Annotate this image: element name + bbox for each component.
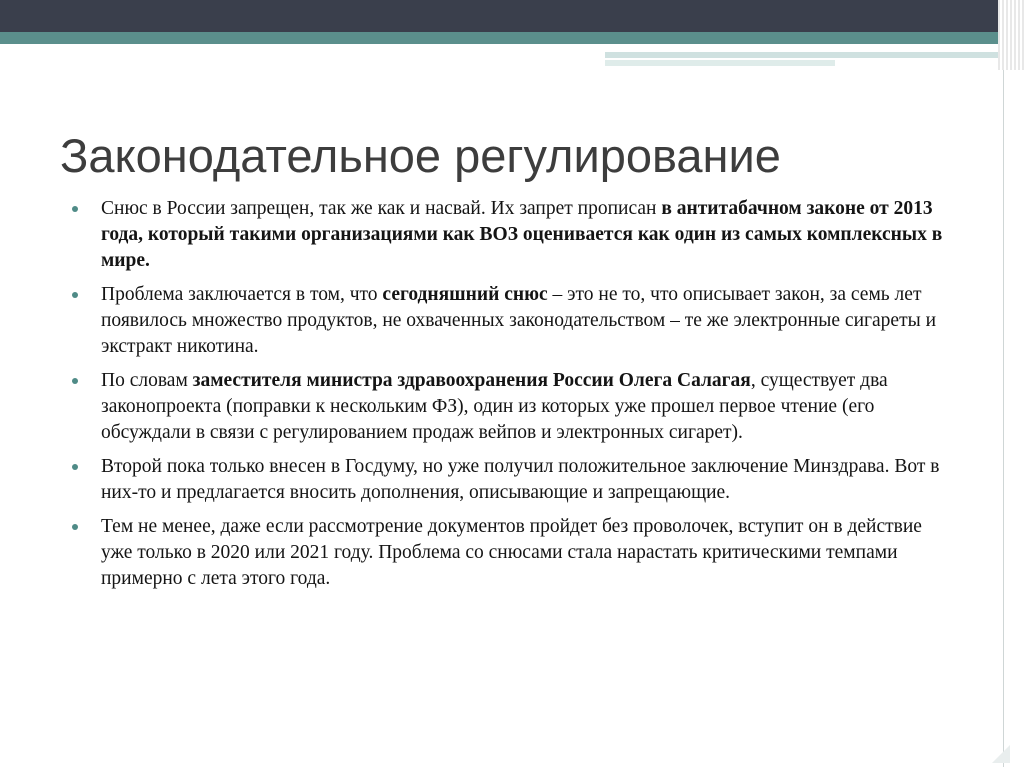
bullet-list (72, 196, 952, 600)
bullet-text-2-2: , существует два законопроекта (поправки к нескольким ФЗ), один из которых уже прошел первое чтение (его обсуждали в связи с регулированием продаж вейпов и электронных сигарет). (101, 370, 888, 443)
bullet-text-3-0: Второй пока только внесен в Госдуму, но уже получил положительное заключение Минздрава. Вот в них-то и предлагается вносить дополнения, описывающие и запрещающие. (101, 456, 940, 503)
bullet-text-2-1: заместителя министра здравоохранения России Олега Салагая (192, 370, 751, 391)
page-corner-fold (992, 745, 1010, 763)
header-stripes (998, 0, 1024, 70)
bullet-text-0-0: Снюс в России запрещен, так же как и насвай. Их запрет прописан (101, 198, 662, 219)
header-teal-bar (0, 32, 1024, 44)
bullet-dot-icon (72, 292, 78, 298)
bullet-dot-icon (72, 464, 78, 470)
bullet-item (72, 196, 952, 274)
bullet-text-1-1: сегодняшний снюс (382, 284, 548, 305)
bullet-item (72, 368, 952, 446)
header-accent-line-2 (605, 60, 835, 66)
header-accent-line-1 (605, 52, 1000, 58)
bullet-item (72, 514, 952, 592)
bullet-item (72, 282, 952, 360)
bullet-text-2-0: По словам (101, 370, 193, 391)
bullet-dot-icon (72, 524, 78, 530)
header-dark-bar (0, 0, 1024, 32)
slide-title: Законодательное регулирование (60, 129, 781, 182)
bullet-text-1-0: Проблема заключается в том, что (101, 284, 383, 305)
bullet-dot-icon (72, 206, 78, 212)
bullet-item (72, 454, 952, 506)
right-border-line (1003, 70, 1004, 767)
bullet-text-1-2: – это не то, что описывает закон, за семь лет появилось множество продуктов, не охваченных законодательством – те же электронные сигареты и экстракт никотина. (101, 284, 937, 357)
bullet-dot-icon (72, 378, 78, 384)
bullet-text-4-0: Тем не менее, даже если рассмотрение документов пройдет без проволочек, вступит он в действие уже только в 2020 или 2021 году. Проблема со снюсами стала нарастать критическими темпами примерно с лета этого года. (101, 516, 922, 589)
bullet-text-0-1: в антитабачном законе от 2013 года, который такими организациями как ВОЗ оценивается как один из самых комплексных в мире. (101, 198, 943, 271)
